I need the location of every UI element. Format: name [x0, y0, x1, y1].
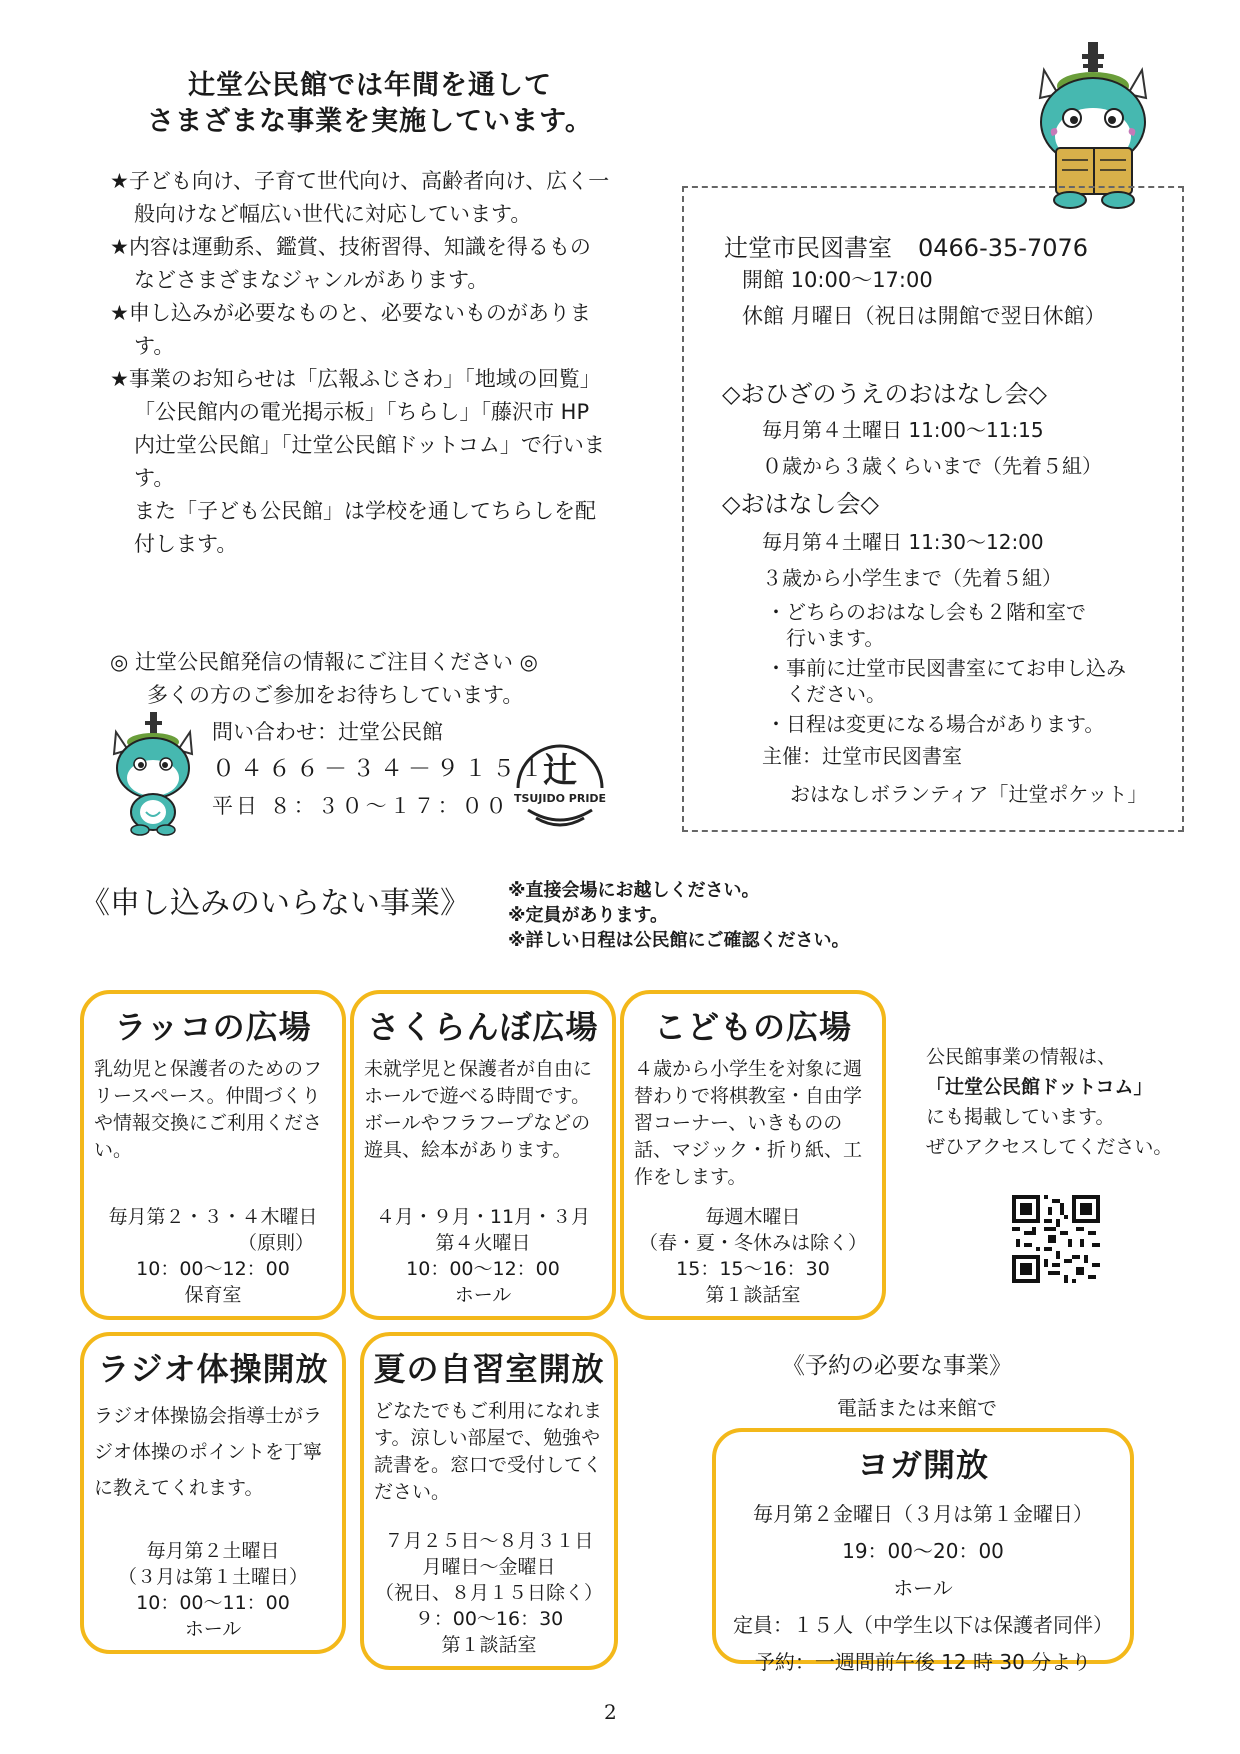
program-schedule — [632, 1204, 874, 1308]
program-days-note: （原則） — [237, 1232, 314, 1254]
program-title: こどもの広場 — [653, 1008, 852, 1046]
program-card-kodomo — [620, 990, 886, 1320]
program-description: 未就学児と保護者が自由にホールで遊べる時間です。ボールやフラフープなどの遊具、絵本があります。 — [364, 1058, 593, 1161]
program-schedule — [372, 1528, 606, 1658]
bullet-announcements: ★事業のお知らせは「広報ふじさわ」「地域の回覧」「公民館内の電光掲示板」「ちらし」「藤沢市 HP 内辻堂公民館」「辻堂公民館ドットコム」で行います。 — [110, 367, 605, 490]
event-ohanashi-schedule: 毎月第４土曜日 11:30～12:00 — [762, 530, 1044, 554]
note-line: ※定員があります。 — [508, 905, 669, 926]
program-days: 毎週木曜日 — [705, 1206, 801, 1228]
program-card-summer — [360, 1332, 618, 1670]
notice-line-1: ◎ 辻堂公民館発信の情報にご注目ください ◎ — [110, 650, 538, 674]
program-schedule — [724, 1496, 1122, 1681]
library-box — [682, 186, 1184, 832]
no-application-notes — [508, 878, 850, 953]
program-place: ホール — [893, 1576, 953, 1600]
program-description: ラジオ体操協会指導士がラジオ体操のポイントを丁寧に教えてくれます。 — [94, 1405, 323, 1499]
library-organizer: 主催：辻堂市民図書室 — [762, 744, 962, 768]
note-line: ※詳しい日程は公民館にご確認ください。 — [508, 930, 850, 951]
dotcom-note-line: 公民館事業の情報は、 — [926, 1046, 1117, 1068]
program-schedule — [92, 1538, 334, 1642]
program-place: ホール — [184, 1618, 242, 1640]
program-description: 乳幼児と保護者のためのフリースペース。仲間づくりや情報交換にご利用ください。 — [94, 1058, 323, 1161]
program-description: ４歳から小学生を対象に週替わりで将棋教室・自由学習コーナー、いきものの話、マジック・折り紙、工作をします。 — [634, 1058, 863, 1188]
program-card-rakko — [80, 990, 346, 1320]
dotcom-note-line: にも掲載しています。 — [926, 1106, 1115, 1128]
intro-bullets — [110, 165, 610, 561]
program-booking: 予約：一週間前午後 12 時 30 分より — [754, 1650, 1092, 1674]
program-days-note: （祝日、８月１５日除く） — [374, 1582, 603, 1604]
event-ohiza-title: ◇おひざのうえのおはなし会◇ — [722, 380, 1047, 408]
program-title: さくらんぼ広場 — [367, 1008, 599, 1046]
program-schedule — [362, 1204, 604, 1308]
program-card-radio — [80, 1332, 346, 1654]
qr-code[interactable] — [1012, 1195, 1100, 1283]
event-ohanashi-title: ◇おはなし会◇ — [722, 490, 879, 518]
program-days-note: （春・夏・冬休みは除く） — [638, 1232, 867, 1254]
dotcom-note-line: ぜひアクセスしてください。 — [926, 1136, 1173, 1158]
library-note: ・どちらのおはなし会も２階和室で — [766, 600, 1086, 624]
program-days: 毎月第２・３・４木曜日 — [108, 1206, 318, 1228]
dotcom-site-name: 「辻堂公民館ドットコム」 — [926, 1076, 1153, 1098]
contact-phone: ０４６６－３４－９１５１ — [212, 756, 548, 782]
library-title — [724, 228, 1088, 263]
program-days: 毎月第２土曜日 — [146, 1540, 280, 1562]
program-time: ９：00～16：30 — [414, 1608, 564, 1630]
contact-label: 問い合わせ：辻堂公民館 — [212, 720, 443, 744]
program-description: どなたでもご利用になれます。涼しい部屋で、勉強や読書を。窓口で受付してください。 — [374, 1400, 603, 1503]
bullet-application: ★申し込みが必要なものと、必要ないものがあります。 — [110, 301, 591, 358]
note-line: ※直接会場にお越しください。 — [508, 880, 760, 901]
headline-line-1: 辻堂公民館では年間を通して — [188, 70, 552, 101]
program-title: ラジオ体操開放 — [97, 1350, 329, 1388]
program-time: 10：00～12：00 — [136, 1258, 290, 1280]
library-note: 行います。 — [786, 626, 885, 650]
program-time: 10：00～11：00 — [136, 1592, 290, 1614]
program-dates: ７月２５日～８月３１日 — [384, 1530, 594, 1552]
program-days: 第４火曜日 — [435, 1232, 531, 1254]
library-note: ・事前に辻堂市民図書室にてお申し込み — [766, 656, 1126, 680]
program-place: 保育室 — [184, 1284, 242, 1306]
dotcom-note — [926, 1042, 1172, 1162]
program-days: 月曜日～金曜日 — [422, 1556, 556, 1578]
mascot-reading-icon — [1030, 40, 1158, 210]
bullet-genres: ★内容は運動系、鑑賞、技術習得、知識を得るものなどさまざまなジャンルがあります。 — [110, 235, 591, 292]
program-place: ホール — [454, 1284, 512, 1306]
program-months: ４月・９月・11月・３月 — [375, 1206, 591, 1228]
library-volunteer: おはなしボランティア「辻堂ポケット」 — [790, 782, 1148, 806]
library-name: 辻堂市民図書室 — [724, 234, 892, 262]
headline-line-2: さまざまな事業を実施しています。 — [147, 106, 593, 137]
program-capacity: 定員：１５人（中学生以下は保護者同伴） — [733, 1613, 1113, 1637]
program-time: 10：00～12：00 — [406, 1258, 560, 1280]
library-phone: 0466-35-7076 — [918, 234, 1089, 262]
logo-text: TSUJIDO PRIDE — [513, 792, 607, 805]
program-title: ラッコの広場 — [114, 1008, 312, 1046]
section-title-reservation: 《予約の必要な事業》 — [782, 1353, 1012, 1379]
program-card-yoga — [712, 1428, 1134, 1674]
event-ohanashi-target: ３歳から小学生まで（先着５組） — [762, 566, 1062, 590]
library-note: ・日程は変更になる場合があります。 — [766, 712, 1105, 736]
mascot-icon — [110, 712, 196, 836]
notice — [110, 646, 630, 712]
program-place: 第１談話室 — [441, 1634, 537, 1656]
library-open-hours: 開館 10:00～17:00 — [742, 268, 933, 292]
program-place: 第１談話室 — [705, 1284, 801, 1306]
program-time: 15：15～16：30 — [676, 1258, 830, 1280]
contact-hours: 平日 ８：３０～１７：００ — [212, 794, 510, 818]
event-ohiza-target: ０歳から３歳くらいまで（先着５組） — [762, 454, 1102, 478]
headline — [110, 68, 630, 140]
bullet-continuation: また「子ども公民館」は学校を通してちらしを配付します。 — [134, 499, 596, 556]
notice-line-2: 多くの方のご参加をお待ちしています。 — [147, 683, 524, 707]
tsujido-pride-logo — [512, 734, 608, 830]
contact — [212, 714, 548, 825]
svg-text:辻: 辻 — [543, 751, 577, 791]
reservation-method: 電話または来館で — [837, 1396, 997, 1420]
library-closed-days: 休館 月曜日（祝日は開館で翌日休館） — [742, 304, 1106, 328]
event-ohiza-schedule: 毎月第４土曜日 11:00～11:15 — [762, 418, 1044, 442]
page-number: 2 — [604, 1700, 617, 1724]
program-card-sakuranbo — [350, 990, 616, 1320]
library-note: ください。 — [786, 682, 886, 706]
program-days: 毎月第２金曜日（３月は第１金曜日） — [753, 1502, 1093, 1526]
program-title: 夏の自習室開放 — [373, 1350, 605, 1388]
program-schedule — [92, 1204, 334, 1308]
program-days-note: （３月は第１土曜日） — [117, 1566, 308, 1588]
section-title-no-application: 《申し込みのいらない事業》 — [80, 886, 470, 921]
program-title: ヨガ開放 — [856, 1446, 989, 1484]
program-time: 19：00～20：00 — [842, 1539, 1004, 1563]
bullet-target-audience: ★子ども向け、子育て世代向け、高齢者向け、広く一般向けなど幅広い世代に対応しています。 — [110, 169, 610, 226]
